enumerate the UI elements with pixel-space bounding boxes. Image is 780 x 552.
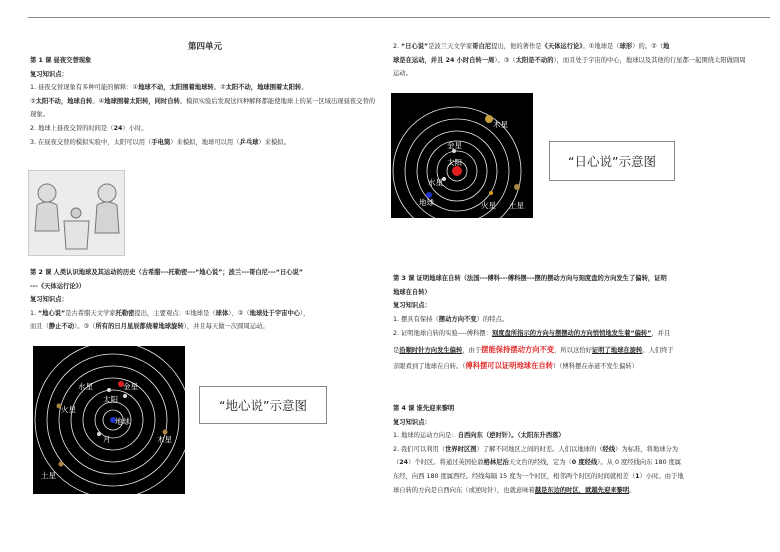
unit-title: 第四单元	[187, 42, 222, 52]
geo-earth-label: 地球	[115, 417, 130, 426]
lesson2-review-label: 复习知识点：	[30, 296, 68, 304]
geo-saturn-label: 土星	[41, 471, 56, 480]
lesson3-heading: 第 3 课 证明地球在自转（法国---傅科---傅科摆---摆的摆动方向与刻度盘的方向发生了偏转，证明 地球在自转）	[393, 275, 667, 296]
lesson1-review-label: 复习知识点：	[30, 70, 68, 78]
geocentric-diagram	[33, 346, 185, 494]
lesson1-point1: 1. 昼夜交替现象有多种可能的解释：①地球不动，太阳围着地球转。②太阳不动，地球围着太阳转。 ③太阳不动，地球自转。④地球围着太阳转，同时自转。模拟实验后发现这四种解释都能使地球上的某一区域出现昼夜交替的现象。	[30, 84, 376, 119]
heliocentric-diagram	[391, 93, 533, 218]
lesson3-review-label: 复习知识点：	[393, 302, 431, 310]
sun-dot	[452, 166, 462, 176]
lesson3-point2: 2. 证明地球自转的实验----傅科摆：刻度盘所指示的方向与摆摆动的方向悄悄地发生着“偏转”，并且 是沿顺时针方向发生偏转，由于摆能保持摆动方向不变，所以这恰好证明了地球在旋转。人们终于 亲眼看到了地球在自转。（傅科摆可以证明地球在自转）（傅科摆在赤道不发生偏转）	[393, 330, 674, 371]
helio-saturn-label: 土星	[509, 201, 524, 210]
helio-mars-label: 火星	[481, 201, 496, 210]
helio-earth-label: 地球	[419, 198, 434, 207]
lesson2-point2-block	[393, 40, 748, 81]
lesson3-point1: 1. 摆具有保持（摆动方向不变）的特点。	[393, 315, 509, 323]
geocentric-caption: “地心说”示意图	[199, 386, 327, 424]
heliocentric-point2: 2. “日心说”是波兰天文学家哥白尼提出，他的著作是《天体运行论》。①地球是（球形）的。②（地 球是在运动，并且 24 小时自转一周）。③（太阳是不动的），而且处于宇宙的中心，地球以及其他的行星都一起围绕太阳做圆周运动。	[393, 43, 746, 78]
helio-jupiter-label: 木星	[493, 120, 508, 129]
helio-mercury-label: 水星	[428, 178, 443, 187]
geo-venus-label: 金星	[123, 382, 138, 391]
geo-mercury-label: 水星	[78, 382, 93, 391]
top-rule	[28, 17, 770, 18]
lesson2-block	[30, 266, 380, 334]
lesson3-block	[393, 272, 748, 375]
lesson4-block	[393, 402, 748, 497]
lesson1-point2: 2. 地球上昼夜交替的时间是（24）小时。	[30, 124, 148, 132]
geo-jupiter-label: 木星	[157, 435, 172, 444]
lesson2-point1: 1. “地心说”是古希腊天文学家托勒密提出，主要观点：①地球是（球体）、②（地球处于宇宙中心）， 而且（静止不动）。③（所有的日月星辰都绕着地球旋转），并且每天做一次圆周运动。	[30, 309, 310, 331]
left-column	[30, 40, 380, 149]
lesson1-heading: 第 1 课 昼夜交替现象	[30, 57, 92, 64]
jupiter-dot	[485, 115, 493, 123]
lesson2-heading: 第 2 课 人类认识地球及其运动的历史（古希腊---托勒密---“地心说”；波兰---哥白尼---“日心说” ---《天体运行论》）	[30, 269, 303, 290]
helio-sun-label: 太阳	[447, 158, 462, 167]
lesson4-point2: 2. 我们可以利用（世界时区图）了解不同地区之间的时差。人们以地球的（经线）为标准，将地球分为 （24）个时区。将通过英国伦敦格林尼治天文台的经线，定为（0 度经线）。从 0 度经线向东 180 度属 东经，向西 180 度属西经。经线每隔 15 度为一个时区，相邻两个时区的时间就相差（1）小时。由于地 球自转的方向是自西向东（或逆时针），也就意味着越是东边的时区，就越先迎来黎明。	[393, 445, 684, 494]
heliocentric-caption: “日心说”示意图	[549, 141, 675, 181]
geo-mars-label: 火星	[61, 405, 76, 414]
lesson1-point3: 3. 在昼夜交替的模拟实验中，太阳可以用（手电筒）来模拟，地球可以用（乒乓球）来模拟。	[30, 138, 290, 146]
geo-sun-label: 太阳	[103, 395, 118, 404]
children-illustration	[28, 170, 125, 256]
lesson4-review-label: 复习知识点：	[393, 418, 431, 426]
lesson4-heading: 第 4 课 谁先迎来黎明	[393, 405, 455, 412]
geo-moon-label: 月	[103, 435, 111, 444]
lesson4-point1: 1. 地球的运动方向是：自西向东（逆时针）。（太阳东升西落）	[393, 432, 565, 440]
helio-venus-label: 金星	[447, 141, 462, 150]
